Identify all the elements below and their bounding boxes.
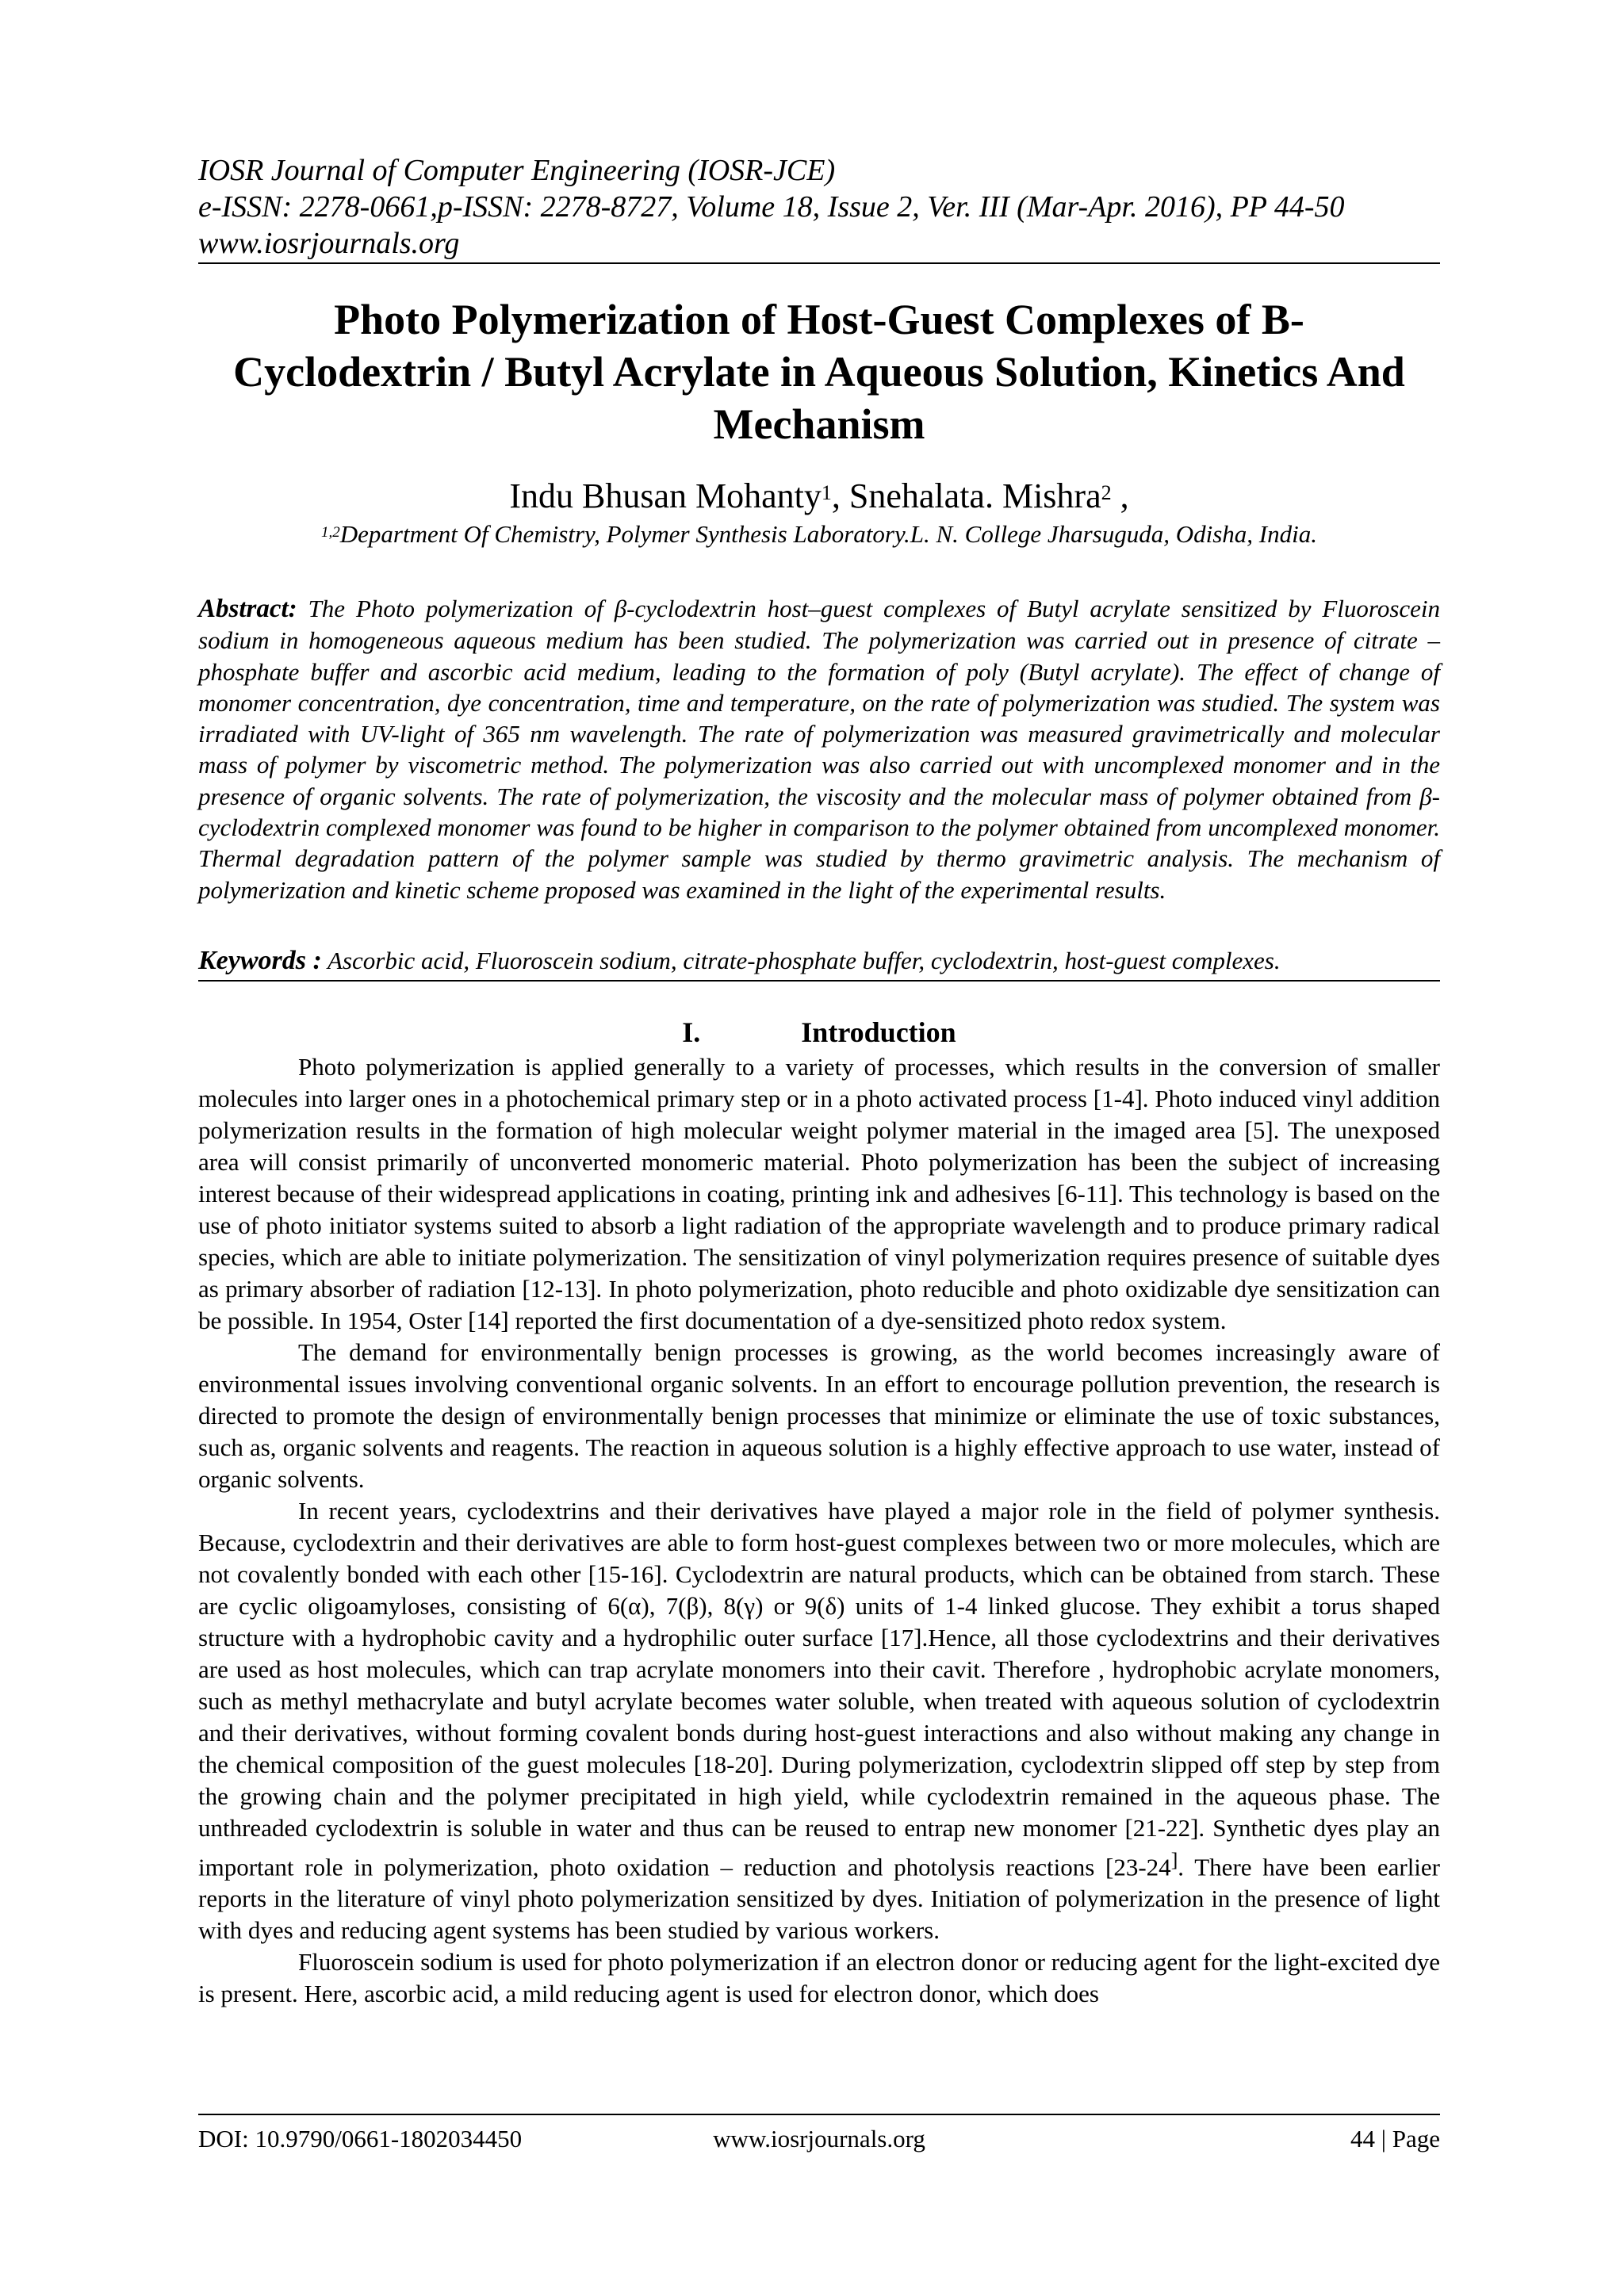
- keywords: [198, 945, 1440, 977]
- author-2: Snehalata. Mishra: [848, 476, 1101, 515]
- title-line-1: Photo Polymerization of Host-Guest Complexes of Β-: [334, 296, 1304, 343]
- affiliation-mark: 1,2: [321, 524, 340, 541]
- affiliation-text: Department Of Chemistry, Polymer Synthesis Laboratory.L. N. College Jharsuguda, Odisha, India.: [339, 520, 1317, 548]
- author-separator: ,: [831, 476, 849, 515]
- author-2-affil-mark: 2: [1101, 481, 1112, 504]
- author-1: Indu Bhusan Mohanty: [509, 476, 822, 515]
- footer-doi: DOI: 10.9790/0661-1802034450: [198, 2125, 523, 2152]
- header-rule: [198, 262, 1440, 264]
- footer-rule: [198, 2114, 1440, 2115]
- keywords-text: Ascorbic acid, Fluoroscein sodium, citrate-phosphate buffer, cyclodextrin, host-guest complexes.: [327, 947, 1281, 974]
- footer-page-number: 44 | Page: [1350, 2125, 1440, 2152]
- section-title: Introduction: [801, 1016, 956, 1048]
- paragraph-3: [198, 1495, 1440, 1946]
- introduction-body: [198, 1051, 1440, 2010]
- author-list: [198, 474, 1440, 519]
- journal-name: IOSR Journal of Computer Engineering (IOSR-JCE): [198, 154, 836, 187]
- author-1-affil-mark: 1: [821, 481, 832, 504]
- paragraph-4: Fluoroscein sodium is used for photo polymerization if an electron donor or reducing agent for the light-excited dye is present. Here, ascorbic acid, a mild reducing agent is used for electron donor, which does: [198, 1948, 1440, 2008]
- abstract-text: The Photo polymerization of β-cyclodextrin host–guest complexes of Butyl acrylate sensitized by Fluoroscein sodium in homogeneous aqueous medium has been studied. The polymerization was carried out in presence of citrate – phosphate buffer and ascorbic acid medium, leading to the formation of poly (Butyl acrylate). The effect of change of monomer concentration, dye concentration, time and temperature, on the rate of polymerization was studied. The system was irradiated with UV-light of 365 nm wavelength. The rate of polymerization was measured gravimetrically and molecular mass of polymer by viscometric method. The polymerization was also carried out with uncomplexed monomer and in the presence of organic solvents. The rate of polymerization, the viscosity and the molecular mass of polymer obtained from β-cyclodextrin complexed monomer was found to be higher in comparison to the polymer obtained from uncomplexed monomer. Thermal degradation pattern of the polymer sample was studied by thermo gravimetric analysis. The mechanism of polymerization and kinetic scheme proposed was examined in the light of the experimental results.: [198, 595, 1441, 904]
- journal-website: www.iosrjournals.org: [198, 227, 460, 260]
- abstract-label: Abstract:: [198, 595, 297, 623]
- title-line-3: Mechanism: [713, 400, 925, 448]
- author-trailing: ,: [1111, 476, 1129, 515]
- keywords-label: Keywords :: [198, 946, 322, 975]
- affiliation: [198, 519, 1440, 550]
- paragraph-3-part-b: . There have been earlier reports in the literature of vinyl photo polymerization sensitized by dyes. Initiation of polymerization in the presence of light with dyes and reducing agent systems has been studied by various workers.: [198, 1853, 1440, 1945]
- abstract: [198, 593, 1440, 905]
- paragraph-3-sup: ]: [1170, 1848, 1178, 1871]
- journal-issn: e-ISSN: 2278-0661,p-ISSN: 2278-8727, Volume 18, Issue 2, Ver. III (Mar-Apr. 2016), PP 44-50: [198, 190, 1345, 224]
- paragraph-1: Photo polymerization is applied generally to a variety of processes, which results in the conversion of smaller molecules into larger ones in a photochemical primary step or in a photo activated process [1-4]. Photo induced vinyl addition polymerization results in the formation of high molecular weight polymer material in the imaged area [5]. The unexposed area will consist primarily of unconverted monomeric material. Photo polymerization has been the subject of increasing interest because of their widespread applications in coating, printing ink and adhesives [6-11]. This technology is based on the use of photo initiator systems suited to absorb a light radiation of the appropriate wavelength and to produce primary radical species, which are able to initiate polymerization. The sensitization of vinyl polymerization requires presence of suitable dyes as primary absorber of radiation [12-13]. In photo polymerization, photo reducible and photo oxidizable dye sensitization can be possible. In 1954, Oster [14] reported the first documentation of a dye-sensitized photo redox system.: [198, 1053, 1440, 1334]
- journal-header: [198, 152, 1440, 262]
- abstract-rule: [198, 980, 1440, 982]
- paragraph-3-part-a: In recent years, cyclodextrins and their derivatives have played a major role in the field of polymer synthesis. Because, cyclodextrin and their derivatives are able to form host-guest complexes between two or more molecules, which are not covalently bonded with each other [15-16]. Cyclodextrin are natural products, which can be obtained from starch. These are cyclic oligoamyloses, consisting of 6(α), 7(β), 8(γ) or 9(δ) units of 1-4 linked glucose. They exhibit a torus shaped structure with a hydrophobic cavity and a hydrophilic outer surface [17].Hence, all those cyclodextrins and their derivatives are used as host molecules, which can trap acrylate monomers into their cavit. Therefore , hydrophobic acrylate monomers, such as methyl methacrylate and butyl acrylate becomes water soluble, when treated with aqueous solution of cyclodextrin and their derivatives, without forming covalent bonds during host-guest interactions and also without making any change in the chemical composition of the guest molecules [18-20]. During polymerization, cyclodextrin slipped off step by step from the growing chain and the polymer precipitated in high yield, while cyclodextrin remained in the aqueous phase. The unthreaded cyclodextrin is soluble in water and thus can be reused to entrap new monomer [21-22]. Synthetic dyes play an important role in polymerization, photo oxidation – reduction and photolysis reactions [23-24: [198, 1497, 1440, 1881]
- section-heading-introduction: [198, 1015, 1440, 1050]
- paragraph-2: The demand for environmentally benign processes is growing, as the world becomes increasingly aware of environmental issues involving conventional organic solvents. In an effort to encourage pollution prevention, the research is directed to promote the design of environmentally benign processes that minimize or eliminate the use of toxic substances, such as, organic solvents and reagents. The reaction in aqueous solution is a highly effective approach to use water, instead of organic solvents.: [198, 1338, 1440, 1493]
- section-number: I.: [682, 1016, 701, 1048]
- title-line-2: Cyclodextrin / Butyl Acrylate in Aqueous Solution, Kinetics And: [233, 348, 1405, 396]
- footer-website: www.iosrjournals.org: [713, 2125, 925, 2152]
- paper-title: [198, 293, 1440, 450]
